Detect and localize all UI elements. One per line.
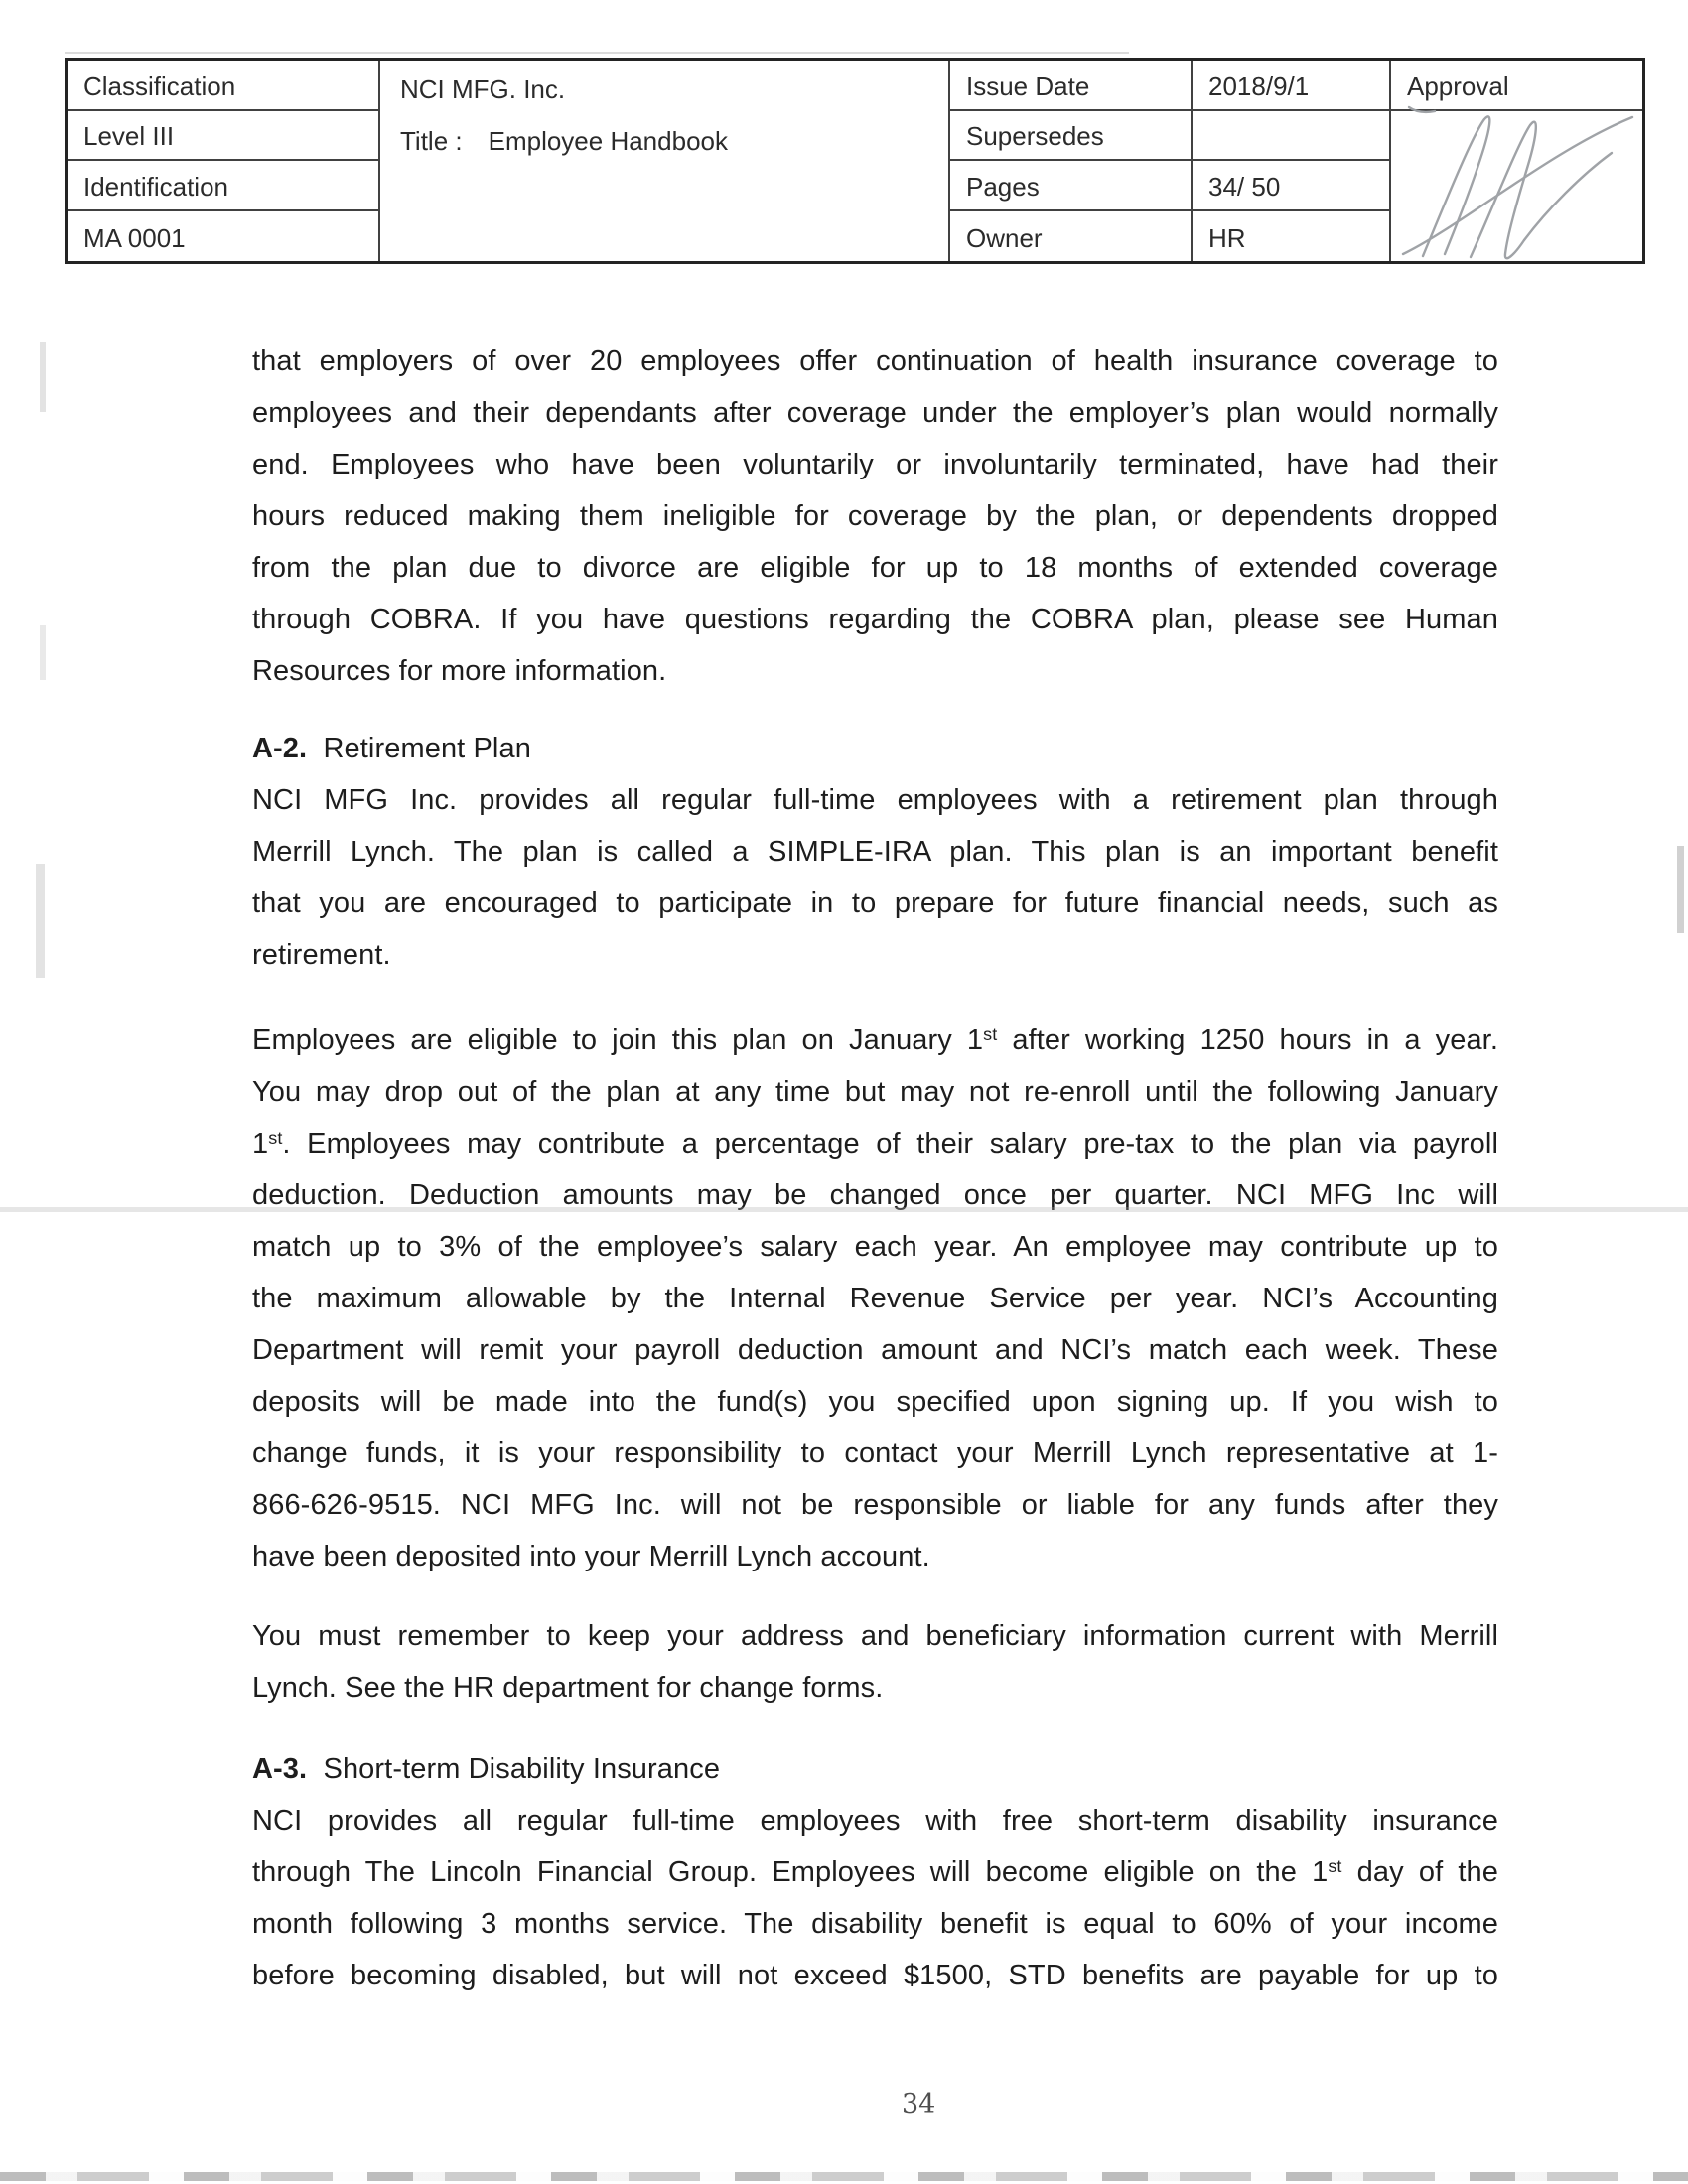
header-table (65, 58, 1645, 264)
text-line: hours reduced making them ineligible for coverage by the plan, or dependents dropped (252, 500, 1498, 532)
text-line: Lynch. See the HR department for change forms. (252, 1672, 884, 1704)
text-line: month following 3 months service. The disability benefit is equal to 60% of your income (252, 1908, 1498, 1940)
owner-label: Owner (966, 223, 1043, 253)
text-line: A-2. Retirement Plan (252, 733, 531, 764)
text-line: 1st. Employees may contribute a percentage of their salary pre-tax to the plan via payroll (252, 1128, 1498, 1160)
identification-label: Identification (83, 171, 228, 202)
title-cell (380, 61, 950, 261)
text-line: retirement. (252, 939, 391, 971)
pages-value: 34/ 50 (1208, 171, 1281, 202)
identification-value-cell (68, 211, 380, 262)
supersedes-label: Supersedes (966, 121, 1104, 151)
company-name-row (400, 61, 948, 112)
pages-value-cell (1193, 161, 1391, 211)
text-line: match up to 3% of the employee’s salary each year. An employee may contribute up to (252, 1231, 1498, 1263)
text-line: change funds, it is your responsibility to contact your Merrill Lynch representative at 1- (252, 1437, 1498, 1469)
scan-artifact (1677, 846, 1684, 933)
company-name: NCI MFG. Inc. (400, 74, 566, 104)
text-line: that you are encouraged to participate in to prepare for future financial needs, such as (252, 887, 1498, 919)
text-line: have been deposited into your Merrill Lynch account. (252, 1541, 930, 1572)
issue-date-label: Issue Date (966, 70, 1090, 101)
text-line: NCI MFG Inc. provides all regular full-time employees with a retirement plan through (252, 784, 1498, 816)
text-line: through COBRA. If you have questions regarding the COBRA plan, please see Human (252, 604, 1498, 635)
approval-signature-cell (1391, 111, 1642, 262)
text-line: You must remember to keep your address and beneficiary information current with Merrill (252, 1620, 1498, 1652)
text-line: deposits will be made into the fund(s) you specified upon signing up. If you wish to (252, 1386, 1498, 1418)
owner-value-cell (1193, 211, 1391, 262)
text-line: end. Employees who have been voluntarily or involuntarily terminated, have had their (252, 449, 1498, 480)
issue-date-value-cell (1193, 61, 1391, 111)
cobra-paragraph (252, 336, 1498, 697)
text-line: Merrill Lynch. The plan is called a SIMPLE-IRA plan. This plan is an important benefit (252, 836, 1498, 868)
owner-label-cell (950, 211, 1193, 262)
text-line: through The Lincoln Financial Group. Employees will become eligible on the 1st day of the (252, 1856, 1499, 1888)
text-line: A-3. Short-term Disability Insurance (252, 1753, 721, 1785)
classification-label: Classification (83, 70, 236, 101)
text-line: Employees are eligible to join this plan on January 1st after working 1250 hours in a year. (252, 1024, 1498, 1056)
text-line: deduction. Deduction amounts may be changed once per quarter. NCI MFG Inc will (252, 1179, 1498, 1211)
pages-label: Pages (966, 171, 1040, 202)
section-heading-a2 (252, 723, 1498, 774)
text-line: Department will remit your payroll deduction amount and NCI’s match each week. These (252, 1334, 1498, 1366)
classification-value-cell (68, 111, 380, 162)
text-line: NCI provides all regular full-time employees with free short-term disability insurance (252, 1805, 1498, 1837)
text-line: employees and their dependants after coverage under the employer’s plan would normally (252, 397, 1498, 429)
approval-signature-icon (1391, 60, 1648, 266)
document-title-row (400, 112, 948, 164)
issue-date-label-cell (950, 61, 1193, 111)
text-line: You may drop out of the plan at any time but may not re-enroll until the following January (252, 1076, 1498, 1108)
text-line: before becoming disabled, but will not exceed $1500, STD benefits are payable for up to (252, 1960, 1498, 1991)
text-line: Resources for more information. (252, 655, 667, 687)
title-label: Title : (400, 126, 463, 156)
classification-label-cell (68, 61, 380, 111)
std-insurance-paragraph (252, 1795, 1498, 2001)
identification-label-cell (68, 161, 380, 211)
scan-artifact (40, 625, 46, 680)
issue-date-value: 2018/9/1 (1208, 70, 1310, 101)
classification-value: Level III (83, 121, 175, 151)
section-heading-a3 (252, 1743, 1498, 1795)
text-line: 866-626-9515. NCI MFG Inc. will not be responsible or liable for any funds after they (252, 1489, 1498, 1521)
text-line: that employers of over 20 employees offer continuation of health insurance coverage to (252, 345, 1498, 377)
supersedes-label-cell (950, 111, 1193, 162)
scan-artifact (65, 52, 1129, 54)
eligibility-paragraph (252, 1015, 1498, 1582)
identification-value: MA 0001 (83, 223, 186, 253)
title-value: Employee Handbook (488, 126, 728, 156)
page-number: 34 (902, 2089, 936, 2119)
document-body (252, 336, 1498, 2001)
scan-artifact (40, 342, 46, 412)
beneficiary-paragraph (252, 1610, 1498, 1713)
retirement-plan-paragraph (252, 774, 1498, 981)
supersedes-value-cell (1193, 111, 1391, 162)
text-line: from the plan due to divorce are eligible for up to 18 months of extended coverage (252, 552, 1498, 584)
scan-artifact (36, 864, 45, 978)
approval-label: Approval (1407, 70, 1509, 101)
owner-value: HR (1208, 223, 1246, 253)
pages-label-cell (950, 161, 1193, 211)
scan-artifact (0, 2172, 1688, 2181)
text-line: the maximum allowable by the Internal Revenue Service per year. NCI’s Accounting (252, 1283, 1498, 1314)
